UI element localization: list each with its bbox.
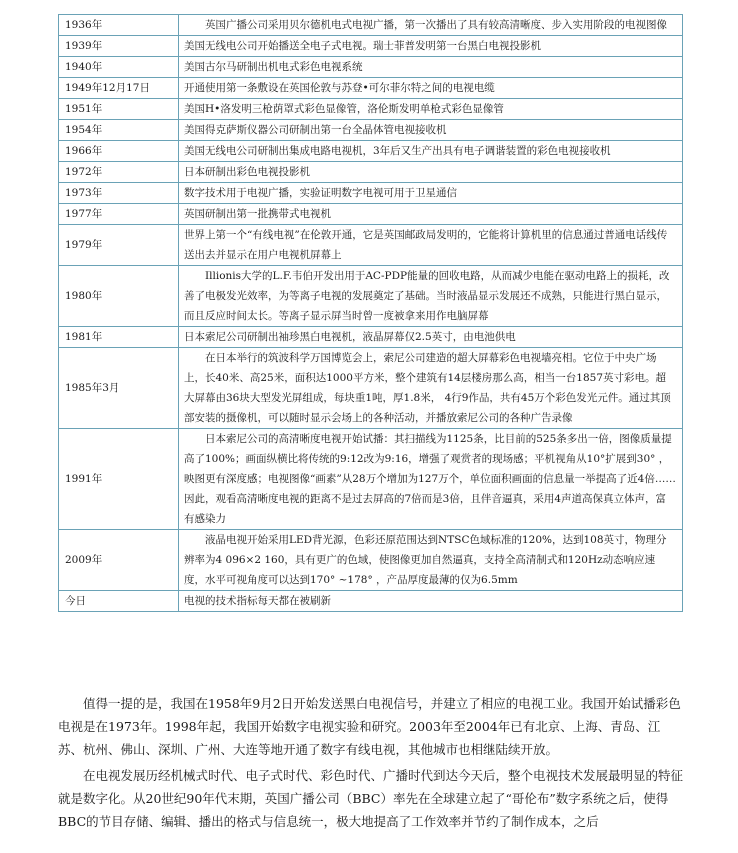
event-cell: 日本索尼公司的高清晰度电视开始试播：其扫描线为1125条，比目前的525条多出一倍，图像质量提高了100%；画面纵横比将传统的9:12改为9:16，增强了观赏者的现场感；平机视角从10°扩展到30° ，映图更有深度感；电视图像“画素”从28万个增加为127万个，单位面积画面的信息量一举提高了近4倍……因此，观看高清晰度电视的距离不是过去屏高的7倍而是3倍，且伴音逼真，采用4声道高保真立体声，富有感染力 xyxy=(179,429,683,530)
year-cell: 1979年 xyxy=(59,225,179,266)
year-cell: 1991年 xyxy=(59,429,179,530)
year-cell: 1949年12月17日 xyxy=(59,78,179,99)
table-row xyxy=(59,348,683,429)
table-row xyxy=(59,78,683,99)
year-cell: 1980年 xyxy=(59,266,179,327)
event-cell: 在日本举行的筑波科学万国博览会上，索尼公司建造的超大屏幕彩色电视墙亮相。它位于中央广场上，长40米、高25米，面积达1000平方米，整个建筑有14层楼房那么高，相当一台1857英寸彩电。超大屏幕由36块大型发光屏组成，每块重1吨，厚1.8米， 4行9作品，共有45万个彩色发光元件。通过其顶部安装的摄像机，可以随时显示会场上的各种活动，并播放索尼公司的各种广告录像 xyxy=(179,348,683,429)
event-cell: 美国无线电公司研制出集成电路电视机，3年后又生产出具有电子调谐装置的彩色电视接收机 xyxy=(179,141,683,162)
table-row xyxy=(59,15,683,36)
event-cell: 美国无线电公司开始播送全电子式电视。瑞士菲普发明第一台黑白电视投影机 xyxy=(179,36,683,57)
event-cell: 开通使用第一条敷设在英国伦敦与苏登•可尔菲尔特之间的电视电缆 xyxy=(179,78,683,99)
event-cell: 电视的技术指标每天都在被刷新 xyxy=(179,591,683,612)
event-cell: 美国H•洛发明三枪荫罩式彩色显像管，洛伦斯发明单枪式彩色显像管 xyxy=(179,99,683,120)
year-cell: 2009年 xyxy=(59,530,179,591)
table-row xyxy=(59,36,683,57)
table-row xyxy=(59,530,683,591)
table-row xyxy=(59,327,683,348)
event-cell: 日本研制出彩色电视投影机 xyxy=(179,162,683,183)
year-cell: 1940年 xyxy=(59,57,179,78)
event-cell: 美国得克萨斯仪器公司研制出第一台全晶体管电视接收机 xyxy=(179,120,683,141)
event-cell: Illionis大学的L.F.韦伯开发出用于AC-PDP能量的回收电路，从而减少电能在驱动电路上的损耗，改善了电极发光效率，为等离子电视的发展奠定了基础。当时液晶显示发展还不成熟，只能进行黑白显示，而且反应时间太长。等离子显示屏当时曾一度被拿来用作电脑屏幕 xyxy=(179,266,683,327)
year-cell: 1972年 xyxy=(59,162,179,183)
year-cell: 1939年 xyxy=(59,36,179,57)
table-row xyxy=(59,266,683,327)
table-row xyxy=(59,162,683,183)
event-cell: 数字技术用于电视广播，实验证明数字电视可用于卫星通信 xyxy=(179,183,683,204)
table-row xyxy=(59,591,683,612)
event-cell: 液晶电视开始采用LED背光源，色彩还原范围达到NTSC色域标准的120%，达到108英寸，物理分辨率为4 096×2 160，具有更广的色域，使图像更加自然逼真，支持全高清制式和120Hz动态响应速度，水平可视角度可以达到170° ~178° ，产品厚度最薄的仅为6.5mm xyxy=(179,530,683,591)
year-cell: 1936年 xyxy=(59,15,179,36)
table-row xyxy=(59,99,683,120)
year-cell: 1954年 xyxy=(59,120,179,141)
event-cell: 美国古尔马研制出机电式彩色电视系统 xyxy=(179,57,683,78)
event-cell: 英国研制出第一批携带式电视机 xyxy=(179,204,683,225)
year-cell: 1977年 xyxy=(59,204,179,225)
event-cell: 日本索尼公司研制出袖珍黑白电视机，液晶屏幕仅2.5英寸，由电池供电 xyxy=(179,327,683,348)
table-row xyxy=(59,57,683,78)
tv-history-table-body xyxy=(59,15,683,612)
paragraph-digitalization: 在电视发展历经机械式时代、电子式时代、彩色时代、广播时代到达今天后，整个电视技术发展最明显的特征就是数字化。从20世纪90年代末期，英国广播公司（BBC）率先在全球建立起了“哥伦布”数字系统之后，使得BBC的节目存储、编辑、播出的格式与信息统一，极大地提高了工作效率并节约了制作成本，之后 xyxy=(58,768,684,829)
year-cell: 1966年 xyxy=(59,141,179,162)
tv-history-table xyxy=(58,14,683,612)
paragraph-china-tv: 值得一提的是，我国在1958年9月2日开始发送黑白电视信号，并建立了相应的电视工业。我国开始试播彩色电视是在1973年。1998年起，我国开始数字电视实验和研究。2003年至2004年已有北京、上海、青岛、江苏、杭州、佛山、深圳、广州、大连等地开通了数字有线电视，其他城市也相继陆续开放。 xyxy=(58,696,681,757)
table-row xyxy=(59,183,683,204)
year-cell: 1951年 xyxy=(59,99,179,120)
table-row xyxy=(59,120,683,141)
year-cell: 今日 xyxy=(59,591,179,612)
year-cell: 1981年 xyxy=(59,327,179,348)
table-row xyxy=(59,204,683,225)
event-cell: 英国广播公司采用贝尔德机电式电视广播，第一次播出了具有较高清晰度、步入实用阶段的电视图像 xyxy=(179,15,683,36)
table-row xyxy=(59,225,683,266)
event-cell: 世界上第一个“有线电视”在伦敦开通，它是英国邮政局发明的，它能将计算机里的信息通过普通电话线传送出去并显示在用户电视机屏幕上 xyxy=(179,225,683,266)
table-row xyxy=(59,141,683,162)
year-cell: 1985年3月 xyxy=(59,348,179,429)
year-cell: 1973年 xyxy=(59,183,179,204)
table-row xyxy=(59,429,683,530)
